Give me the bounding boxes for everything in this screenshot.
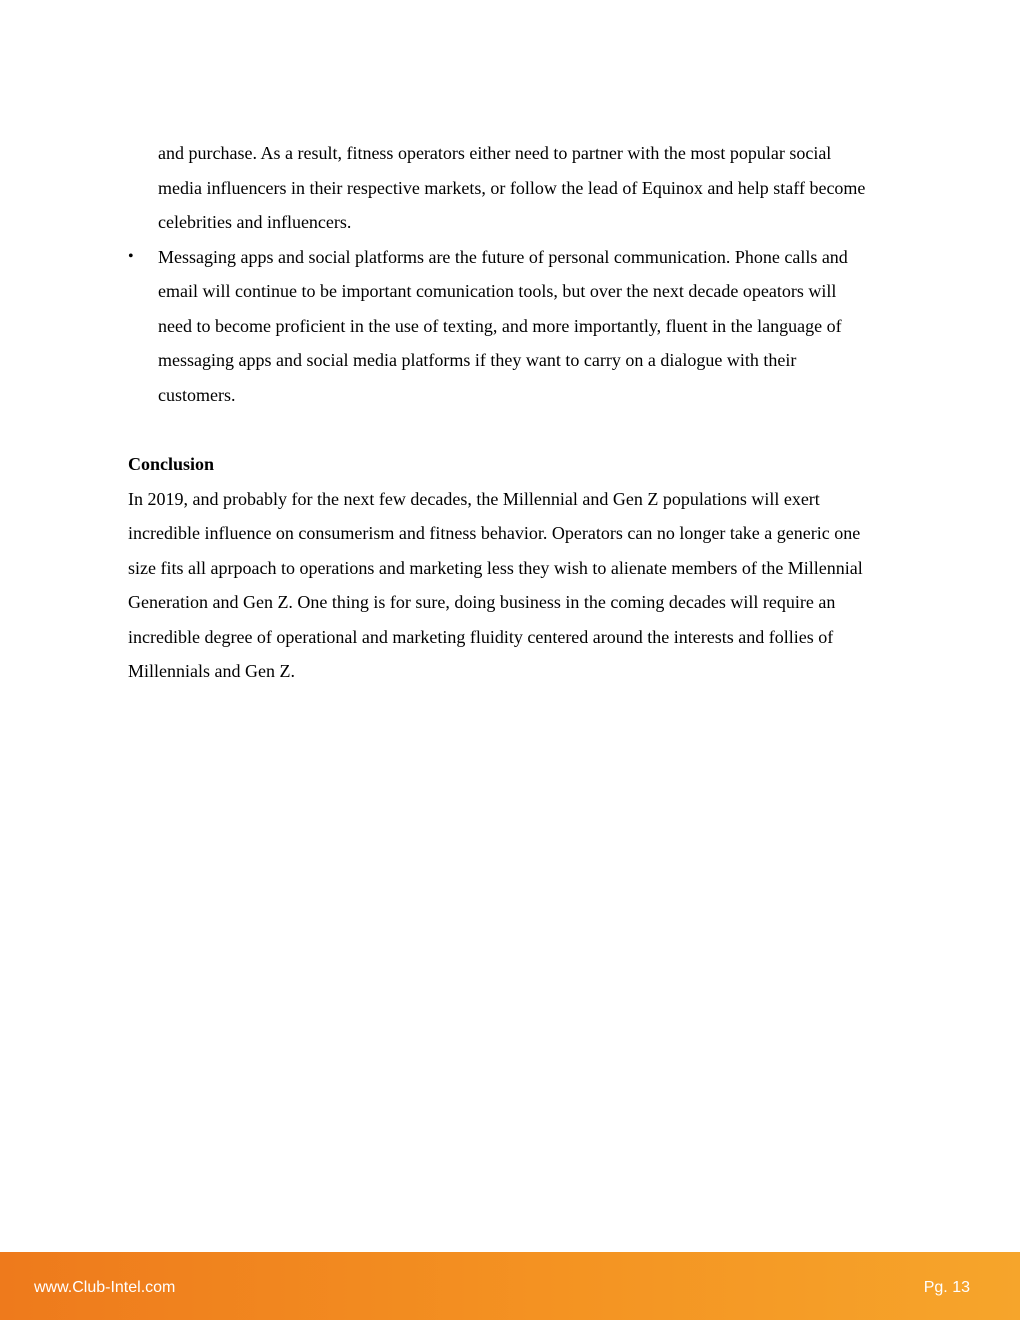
- conclusion-paragraph: In 2019, and probably for the next few decades, the Millennial and Gen Z populations will exert incredible influence on consumerism and fitness behavior. Operators can no longer take a generic one size fits all aprpoach to operations and marketing less they wish to alienate members of the Millennial Generation and Gen Z. One thing is for sure, doing business in the coming decades will require an incredible degree of operational and marketing fluidity centered around the interests and follies of Millennials and Gen Z.: [128, 488, 863, 681]
- conclusion-heading: Conclusion: [128, 454, 215, 474]
- page-content: [128, 136, 873, 689]
- footer-bar: [0, 1252, 1020, 1320]
- continued-paragraph: and purchase. As a result, fitness operators either need to partner with the most popular social media influencers in their respective markets, or follow the lead of Equinox and help staff become celebrities and influencers.: [158, 143, 866, 232]
- bullet-list-item: [128, 240, 873, 413]
- footer-website-link[interactable]: www.Club-Intel.com: [34, 1279, 176, 1296]
- page-number: Pg. 13: [923, 1279, 970, 1296]
- bullet-icon: •: [128, 247, 134, 265]
- bullet-text: Messaging apps and social platforms are the future of personal communication. Phone calls and email will continue to be important comunication tools, but over the next decade opeators will need to become proficient in the use of texting, and more importantly, fluent in the language of messaging apps and social media platforms if they want to carry on a dialogue with their customers.: [158, 246, 848, 405]
